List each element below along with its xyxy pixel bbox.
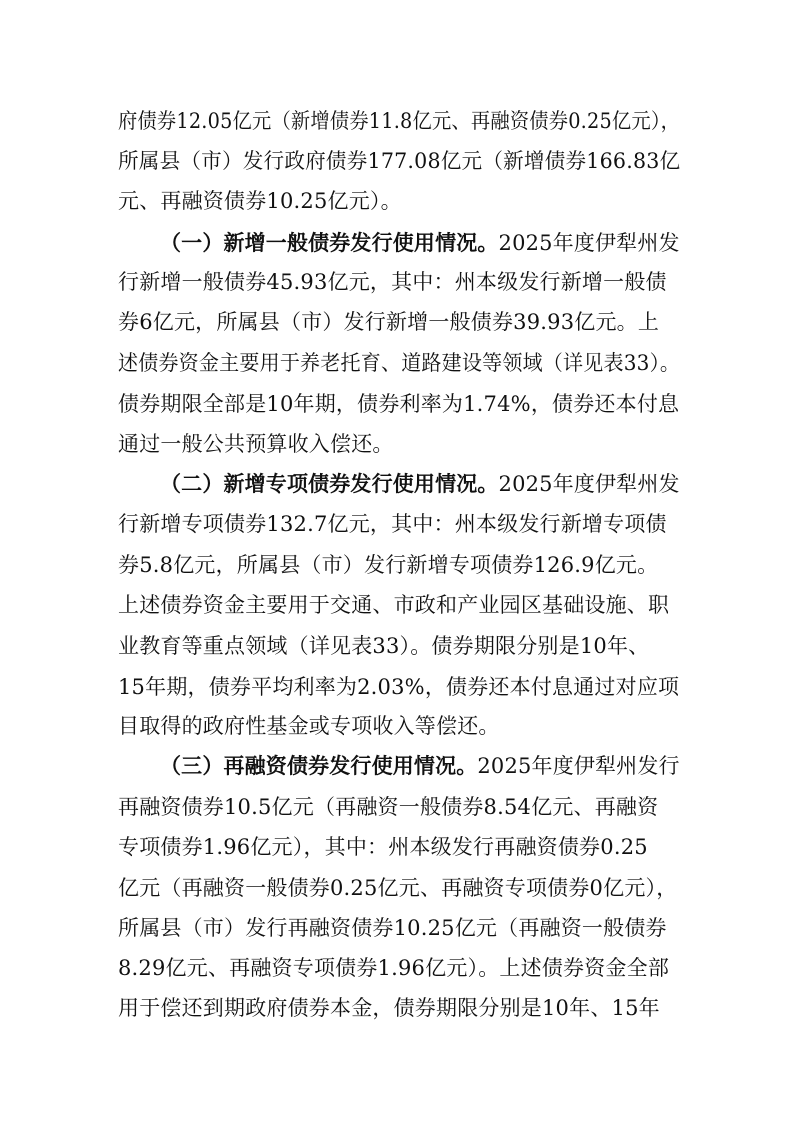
body-line: [118, 430, 394, 458]
body-text: 所属县（市）发行再融资债券10.25亿元（再融资一般债券: [118, 916, 667, 940]
body-text: 用于偿还到期政府债券本金，债券期限分别是10年、15年: [118, 996, 660, 1020]
body-text: 业教育等重点领域（详见表33）。债券期限分别是10年、: [118, 634, 650, 658]
body-text: 2025年度伊犁州发: [498, 472, 680, 496]
body-text: 2025年度伊犁州发: [498, 231, 680, 255]
body-line: [118, 510, 667, 538]
body-text: 上述债券资金主要用于交通、市政和产业园区基础设施、职: [118, 593, 670, 617]
body-line: [118, 874, 677, 902]
body-text: 债券期限全部是10年期，债券利率为1.74%，债券还本付息: [118, 392, 680, 416]
body-text: 券5.8亿元，所属县（市）发行新增专项债券126.9亿元。: [118, 553, 659, 577]
body-line: [118, 833, 648, 861]
body-text: 券6亿元，所属县（市）发行新增一般债券39.93亿元。上: [118, 310, 660, 334]
body-line: [118, 793, 658, 821]
section-heading: （三）再融资债券发行使用情况。: [160, 754, 478, 778]
body-text: 府债券12.05亿元（新增债券11.8亿元、再融资债券0.25亿元），: [118, 109, 681, 133]
section-heading-line: [160, 470, 680, 498]
section-heading-line: [160, 229, 680, 257]
body-text: 所属县（市）发行政府债券177.08亿元（新增债券166.83亿: [118, 149, 681, 173]
body-text: 行新增一般债券45.93亿元，其中：州本级发行新增一般债: [118, 270, 667, 294]
body-text: 专项债券1.96亿元），其中：州本级发行再融资债券0.25: [118, 835, 648, 859]
body-line: [118, 390, 679, 418]
body-line: [118, 551, 658, 579]
body-text: 亿元（再融资一般债券0.25亿元、再融资专项债券0亿元），: [118, 876, 678, 900]
body-text: 目取得的政府性基金或专项收入等偿还。: [118, 714, 500, 738]
body-text: 通过一般公共预算收入偿还。: [118, 432, 394, 456]
body-text: 8.29亿元、再融资专项债券1.96亿元）。上述债券资金全部: [118, 956, 670, 980]
body-line: [118, 187, 402, 215]
body-line: [118, 632, 649, 660]
body-text: 再融资债券10.5亿元（再融资一般债券8.54亿元、再融资: [118, 795, 659, 819]
body-line: [118, 712, 500, 740]
body-text: 行新增专项债券132.7亿元，其中：州本级发行新增专项债: [118, 512, 667, 536]
body-text: 元、再融资债券10.25亿元）。: [118, 189, 402, 213]
body-line: [118, 349, 680, 377]
body-line: [118, 147, 680, 175]
section-heading: （二）新增专项债券发行使用情况。: [160, 472, 499, 496]
body-line: [118, 268, 667, 296]
body-line: [118, 107, 680, 135]
body-line: [118, 954, 669, 982]
body-text: 2025年度伊犁州发行: [477, 754, 680, 778]
section-heading: （一）新增一般债券发行使用情况。: [160, 231, 499, 255]
body-line: [118, 914, 667, 942]
body-text: 15年期，债券平均利率为2.03%，债券还本付息通过对应项: [118, 675, 680, 699]
body-line: [118, 994, 660, 1022]
body-line: [118, 673, 679, 701]
body-line: [118, 591, 669, 619]
body-line: [118, 308, 659, 336]
section-heading-line: [160, 752, 680, 780]
body-text: 述债券资金主要用于养老托育、道路建设等领域（详见表33）。: [118, 351, 681, 375]
